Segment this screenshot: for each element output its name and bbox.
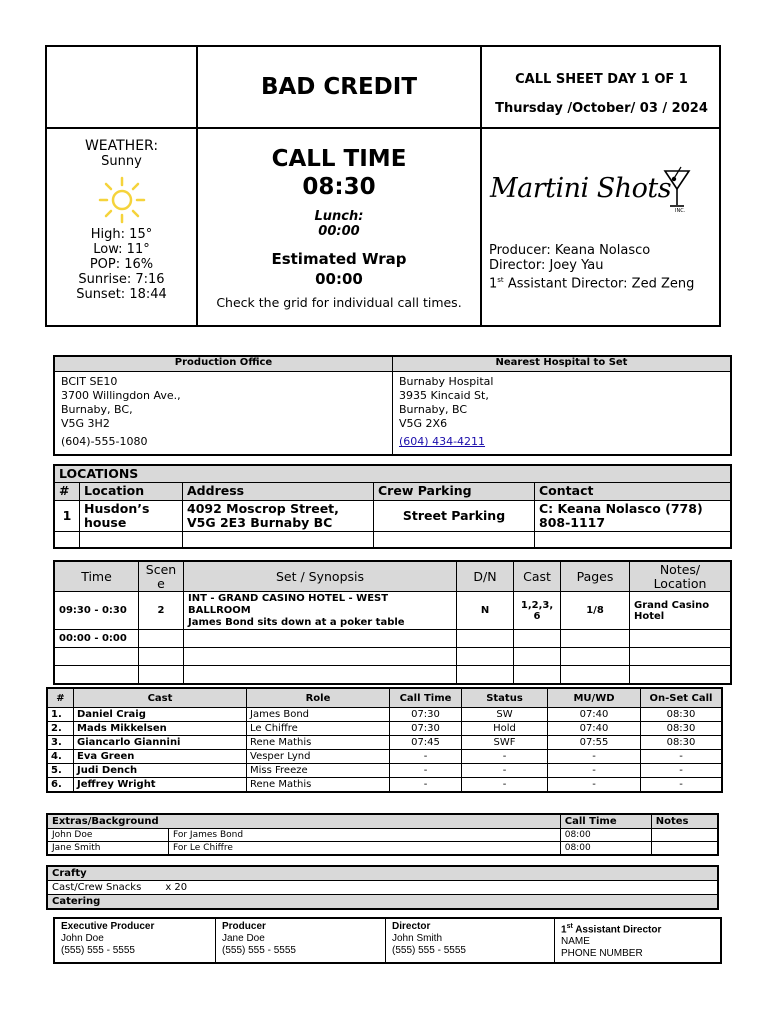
cast-col-num: # [47,688,74,708]
office-hospital-table [53,355,732,456]
crafty-title: Crafty [47,866,718,881]
footer-producer: Producer Jane Doe (555) 555 - 5555 [216,918,386,963]
extras-header: Extras/Background [47,814,560,829]
call-time-value: 08:30 [302,174,376,200]
locations-title: LOCATIONS [54,465,731,483]
production-title: BAD CREDIT [260,74,418,100]
call-time-label: CALL TIME [271,146,407,172]
director-line: Director: Joey Yau [489,258,604,273]
ad-line: 1st Assistant Director: Zed Zeng [489,276,695,292]
weather-pop: POP: 16% [89,257,154,272]
weather-low: Low: 11° [93,242,150,257]
office-phone: (604)-555-1080 [61,435,148,448]
office-header: Production Office [54,356,393,372]
hospital-phone-link[interactable]: (604) 434-4211 [399,435,486,448]
call-sheet-header [45,45,721,327]
extras-table [46,813,719,856]
col-parking: Crew Parking [374,483,535,501]
company-logo [490,163,700,223]
col-address: Address [183,483,374,501]
schedule-row: 09:30 - 0:30 2 INT - GRAND CASINO HOTEL - WEST BALLROOM James Bond sits down at a poker table N 1,2,3, 6 1/8 Grand Casino Hotel [54,592,731,630]
cast-col-onset: On-Set Call [641,688,723,708]
weather-label: WEATHER: [84,138,159,154]
cast-row: 1. Daniel Craig James Bond 07:30 SW 07:40 08:30 [47,708,722,722]
company-block [482,129,721,325]
producer-line: Producer: Keana Nolasco [489,243,651,258]
footer-director: Director John Smith (555) 555 - 5555 [386,918,555,963]
col-scene: Scen e [139,561,184,592]
weather-sunrise: Sunrise: 7:16 [78,272,165,287]
cast-col-call: Call Time [390,688,462,708]
shoot-date: Thursday /October/ 03 / 2024 [495,101,708,116]
martini-glass-icon [662,165,692,211]
cast-row: 4. Eva Green Vesper Lynd - - - - [47,750,722,764]
cast-row: 6. Jeffrey Wright Rene Mathis - - - - [47,778,722,793]
hospital-address: Burnaby Hospital 3935 Kincaid St, Burnaby, BC V5G 2X6 (604) 434-4211 [393,372,732,456]
cast-row: 2. Mads Mikkelsen Le Chiffre 07:30 Hold 07:40 08:30 [47,722,722,736]
catering-title: Catering [47,895,718,910]
sun-icon [97,175,147,225]
weather-block [47,129,196,325]
col-notes: Notes/ Location [630,561,732,592]
lunch-label: Lunch: [314,209,364,224]
col-pages: Pages [561,561,630,592]
extras-row: Jane Smith For Le Chiffre 08:00 [47,842,718,856]
contacts-footer [53,917,722,964]
location-row: 1 Husdon’s house 4092 Moscrop Street, V5G 2E3 Burnaby BC Street Parking C: Keana Nolasco (778) 808-1117 [54,501,731,532]
weather-sunset: Sunset: 18:44 [76,287,167,302]
call-sheet-day: CALL SHEET DAY 1 OF 1 [515,72,688,87]
logo-text: Martini Shots [490,173,672,204]
weather-condition: Sunny [101,154,142,169]
col-time: Time [54,561,139,592]
grid-note: Check the grid for individual call times. [216,295,462,310]
wrap-time: 00:00 [315,270,363,288]
extras-notes-header: Notes [651,814,718,829]
cast-row: 3. Giancarlo Giannini Rene Mathis 07:45 SWF 07:55 08:30 [47,736,722,750]
production-office-address: BCIT SE10 3700 Willingdon Ave., Burnaby, BC, V5G 3H2 (604)-555-1080 [54,372,393,456]
col-set: Set / Synopsis [184,561,457,592]
logo-inc: INC. [675,208,686,214]
col-num: # [54,483,80,501]
col-location: Location [80,483,183,501]
col-dn: D/N [457,561,514,592]
footer-exec-producer: Executive Producer John Doe (555) 555 - 5555 [54,918,216,963]
extras-row: John Doe For James Bond 08:00 [47,829,718,842]
col-contact: Contact [535,483,732,501]
call-sheet-day-block [482,47,721,127]
wrap-label: Estimated Wrap [271,250,407,268]
schedule-table [53,560,732,685]
crafty-table [46,865,719,910]
locations-table [53,464,732,549]
cast-row: 5. Judi Dench Miss Freeze - - - - [47,764,722,778]
footer-ad: 1st Assistant Director NAME PHONE NUMBER [555,918,722,963]
weather-high: High: 15° [90,227,153,242]
lunch-time: 00:00 [318,224,360,239]
crafty-item: Cast/Crew Snacks x 20 [47,881,718,895]
extras-call-header: Call Time [560,814,651,829]
cast-col-role: Role [247,688,390,708]
col-cast: Cast [514,561,561,592]
cast-table [46,687,723,793]
cast-col-muwd: MU/WD [548,688,641,708]
cast-col-name: Cast [74,688,247,708]
cast-col-status: Status [462,688,548,708]
schedule-row: 00:00 - 0:00 [54,630,731,648]
call-time-block [198,129,480,325]
hospital-header: Nearest Hospital to Set [393,356,732,372]
